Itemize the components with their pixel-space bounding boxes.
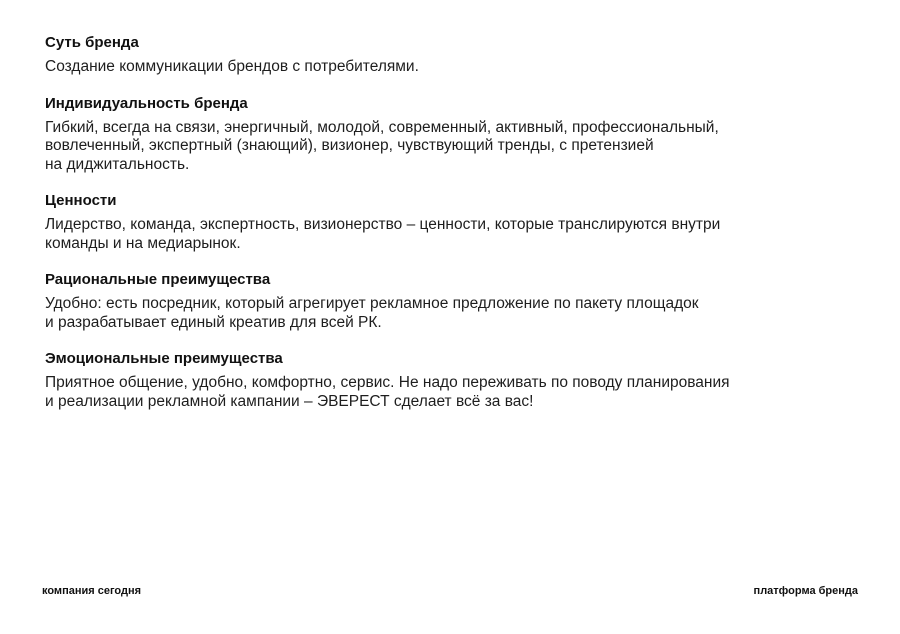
body-line: Создание коммуникации брендов с потребителями. bbox=[45, 58, 419, 75]
section-title: Эмоциональные преимущества bbox=[45, 350, 283, 367]
body-line: Удобно: есть посредник, который агрегирует рекламное предложение по пакету площадок bbox=[45, 295, 699, 312]
body-line: Лидерство, команда, экспертность, визионерство – ценности, которые транслируются внутри bbox=[45, 216, 721, 233]
footer-right-label: платформа бренда bbox=[753, 585, 858, 597]
footer-left-label: компания сегодня bbox=[42, 585, 142, 597]
body-line: на диджитальность. bbox=[45, 155, 190, 173]
document-content bbox=[45, 34, 825, 429]
section-body bbox=[45, 216, 825, 253]
body-line: вовлеченный, экспертный (знающий), визионер, чувствующий тренды, с претензией bbox=[45, 137, 654, 154]
section-title: Суть бренда bbox=[45, 34, 139, 51]
body-line: и разрабатывает единый креатив для всей РК. bbox=[45, 313, 382, 331]
section-title: Индивидуальность бренда bbox=[45, 94, 248, 112]
body-line: Приятное общение, удобно, комфортно, сервис. Не надо переживать по поводу планирования bbox=[45, 374, 730, 391]
body-line: команды и на медиарынок. bbox=[45, 234, 241, 252]
section-brand-essence bbox=[45, 34, 825, 77]
body-line: и реализации рекламной кампании – ЭВЕРЕСТ сделает всё за вас! bbox=[45, 392, 534, 410]
section-body bbox=[45, 295, 825, 332]
body-line: Гибкий, всегда на связи, энергичный, молодой, современный, активный, профессиональный, bbox=[45, 118, 719, 136]
section-body bbox=[45, 119, 825, 175]
section-title: Ценности bbox=[45, 192, 117, 209]
section-emotional-benefits bbox=[45, 350, 825, 411]
section-body bbox=[45, 374, 825, 411]
section-values bbox=[45, 192, 825, 253]
section-brand-personality bbox=[45, 95, 825, 175]
section-rational-benefits bbox=[45, 271, 825, 332]
section-body bbox=[45, 58, 825, 77]
section-title: Рациональные преимущества bbox=[45, 271, 271, 288]
